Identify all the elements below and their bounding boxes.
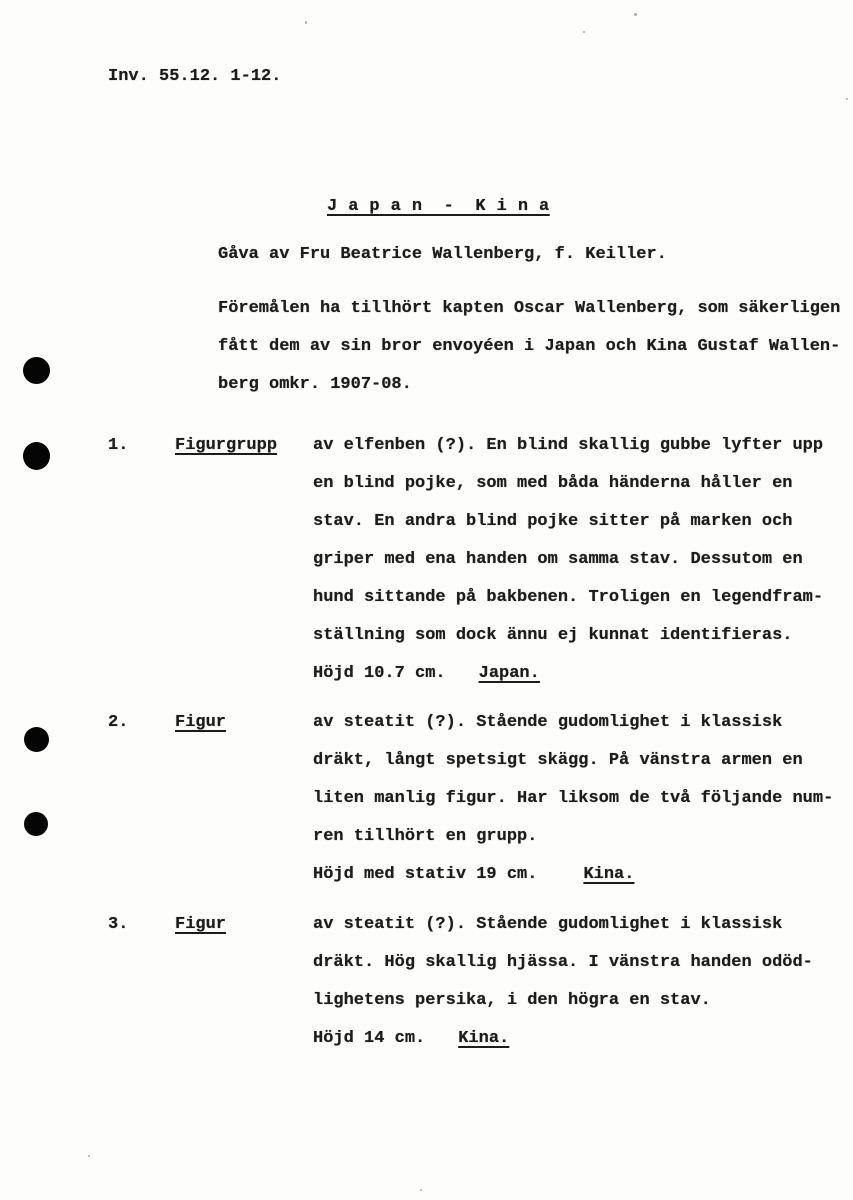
description-line: dräkt. Hög skallig hjässa. I vänstra handen odöd- bbox=[313, 953, 813, 972]
item-number: 2. bbox=[108, 713, 129, 732]
description-line: av elfenben (?). En blind skallig gubbe lyfter upp bbox=[313, 436, 824, 455]
hole-punch-mark bbox=[24, 812, 48, 836]
item-label: Figur bbox=[175, 915, 227, 934]
scan-speck bbox=[88, 1155, 90, 1157]
hole-punch-mark bbox=[23, 357, 50, 384]
provenance-line: fått dem av sin bror envoyéen i Japan och Kina Gustaf Wallen- bbox=[218, 337, 841, 356]
description-line: liten manlig figur. Har liksom de två följande num- bbox=[313, 789, 834, 808]
inventory-number: Inv. 55.12. 1-12. bbox=[108, 67, 282, 86]
height-text: Höjd 14 cm. bbox=[313, 1029, 426, 1048]
item-label: Figurgrupp bbox=[175, 436, 278, 455]
height-line bbox=[313, 655, 853, 693]
scan-speck bbox=[420, 1189, 422, 1191]
description-line: av steatit (?). Stående gudomlighet i klassisk bbox=[313, 915, 783, 934]
provenance-line: Föremålen ha tillhört kapten Oscar Wallenberg, som säkerligen bbox=[218, 299, 841, 318]
origin-label: Kina. bbox=[458, 1029, 510, 1048]
item-description bbox=[313, 704, 853, 894]
gift-attribution-line: Gåva av Fru Beatrice Wallenberg, f. Keiller. bbox=[218, 245, 667, 264]
hole-punch-mark bbox=[23, 442, 50, 470]
item-description bbox=[313, 906, 853, 1058]
description-line: en blind pojke, som med båda händerna håller en bbox=[313, 474, 793, 493]
item-number: 1. bbox=[108, 436, 129, 455]
height-line bbox=[313, 856, 853, 894]
description-line: lighetens persika, i den högra en stav. bbox=[313, 991, 711, 1010]
hole-punch-mark bbox=[24, 727, 49, 752]
provenance-line: berg omkr. 1907-08. bbox=[218, 375, 412, 394]
description-line: griper med ena handen om samma stav. Dessutom en bbox=[313, 550, 803, 569]
page-title: J a p a n - K i n a bbox=[327, 197, 550, 216]
description-line: dräkt, långt spetsigt skägg. På vänstra armen en bbox=[313, 751, 803, 770]
item-label: Figur bbox=[175, 713, 227, 732]
scan-speck bbox=[846, 98, 848, 100]
description-line: ren tillhört en grupp. bbox=[313, 827, 538, 846]
height-text: Höjd med stativ 19 cm. bbox=[313, 865, 538, 884]
description-line: stav. En andra blind pojke sitter på marken och bbox=[313, 512, 793, 531]
origin-label: Kina. bbox=[583, 865, 635, 884]
scan-speck bbox=[634, 13, 637, 16]
scan-speck bbox=[305, 21, 307, 24]
item-description bbox=[313, 427, 853, 693]
scan-speck bbox=[583, 31, 585, 33]
item-number: 3. bbox=[108, 915, 129, 934]
height-line bbox=[313, 1020, 853, 1058]
origin-label: Japan. bbox=[478, 664, 540, 683]
description-line: ställning som dock ännu ej kunnat identifieras. bbox=[313, 626, 793, 645]
provenance-paragraph bbox=[218, 290, 853, 404]
description-line: av steatit (?). Stående gudomlighet i klassisk bbox=[313, 713, 783, 732]
description-line: hund sittande på bakbenen. Troligen en legendfram- bbox=[313, 588, 824, 607]
height-text: Höjd 10.7 cm. bbox=[313, 664, 446, 683]
